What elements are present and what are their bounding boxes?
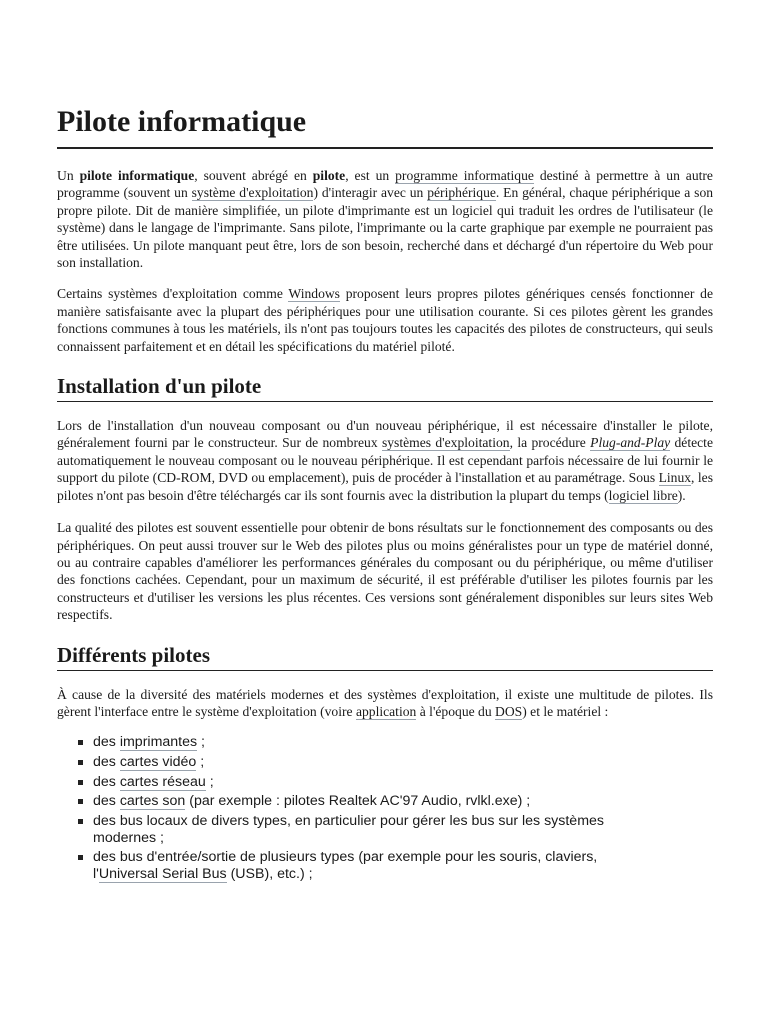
driver-list [57,734,653,883]
bullet-icon [78,819,83,824]
differents-paragraph-1: À cause de la diversité des matériels modernes et des systèmes d'exploitation, il existe une multitude de pilotes. Ils gèrent l'interface entre le système d'exploitation (voire application à l'époque du DOS) et le matériel : [57,686,713,719]
list-item: des cartes son (par exemple : pilotes Realtek AC'97 Audio, rvlkl.exe) ; [93,793,653,810]
link-cartes-son[interactable]: cartes son [119,793,186,810]
bullet-icon [78,780,83,785]
link-imprimantes[interactable]: imprimantes [119,734,198,751]
bold-term: pilote [312,168,346,183]
intro-paragraph-2: Certains systèmes d'exploitation comme Windows proposent leurs propres pilotes génériques censés fonctionner de manière satisfaisante avec la plupart des périphériques pour une utilisation courante. Si ces pilotes gèrent les grandes fonctions communes à tous les matériels, ils n'ont pas toujours toutes les capacités des pilotes de constructeurs, qui seuls connaissent parfaitement et en détail les spécifications du matériel piloté. [57,286,713,354]
installation-paragraph-1: Lors de l'installation d'un nouveau composant ou d'un nouveau périphérique, il est nécessaire d'installer le pilote, généralement fourni par le constructeur. Sur de nombreux systèmes d'exploitation, la procédure Plug-and-Play détecte automatiquement le nouveau composant ou le nouveau périphérique. Il est cependant parfois nécessaire de lui fournir le support du pilote (CD-ROM, DVD ou emplacement), puis de procéder à l'installation et au paramétrage. Sous Linux, les pilotes n'ont pas besoin d'être téléchargés car ils sont fournis avec la distribution la plupart du temps (logiciel libre). [57,418,713,503]
list-item: des cartes vidéo ; [93,754,653,771]
link-universal-serial-bus[interactable]: Universal Serial Bus [98,866,227,883]
link-dos[interactable]: DOS [495,703,523,719]
link-programme-informatique[interactable]: programme informatique [395,168,534,183]
list-item: des imprimantes ; [93,734,653,751]
link-linux[interactable]: Linux [658,470,692,486]
installation-paragraph-2: La qualité des pilotes est souvent essentielle pour obtenir de bons résultats sur le fonctionnement des composants ou des périphériques. On peut aussi trouver sur le Web des pilotes plus ou moins généralistes pour un type de matériel donné, ou au contraire capables d'améliorer les performances générales du composant ou du périphérique, ou même d'utiliser des fonctions cachées. Cependant, pour un maximum de sécurité, il est préférable d'utiliser les pilotes fournis par les constructeurs et d'utiliser les versions les plus récentes. Ces versions sont généralement disponibles sur leurs sites Web respectifs. [57,520,713,623]
link-systeme-exploitation[interactable]: système d'exploitation [191,185,314,201]
list-item: des cartes réseau ; [93,774,653,791]
link-plug-and-play[interactable]: Plug-and-Play [590,435,671,451]
link-peripherique[interactable]: périphérique [427,185,496,201]
section-heading-differents-pilotes: Différents pilotes [57,642,713,671]
list-item: des bus locaux de divers types, en particulier pour gérer les bus sur les systèmes modernes ; [93,813,653,847]
link-cartes-reseau[interactable]: cartes réseau [119,773,206,790]
link-systemes-exploitation[interactable]: systèmes d'exploitation [381,435,510,451]
bullet-icon [78,740,83,745]
bold-term: pilote informatique [79,168,195,183]
intro-paragraph-1: Un pilote informatique, souvent abrégé en pilote, est un programme informatique destiné à permettre à un autre programme (souvent un système d'exploitation) d'interagir avec un périphérique. En général, chaque périphérique a son propre pilote. Dit de manière simplifiée, un pilote d'imprimante est un logiciel qui traduit les ordres de l'utilisateur (le système) dans le langage de l'imprimante. Sans pilote, l'imprimante ou la carte graphique par exemple ne pourraient pas être utilisées. Un pilote manquant peut être, lors de son besoin, recherché dans et déchargé d'un répertoire du Web pour son installation. [57,168,714,271]
link-cartes-video[interactable]: cartes vidéo [119,753,197,770]
page-title: Pilote informatique [57,103,713,149]
article [57,0,713,883]
bullet-icon [78,760,83,765]
link-application[interactable]: application [355,703,417,719]
bullet-icon [78,855,83,860]
list-item: des bus d'entrée/sortie de plusieurs types (par exemple pour les souris, claviers, l'Universal Serial Bus (USB), etc.) ; [93,849,653,883]
section-heading-installation: Installation d'un pilote [57,373,713,402]
bullet-icon [78,799,83,804]
link-logiciel-libre[interactable]: logiciel libre [608,487,678,503]
link-windows[interactable]: Windows [288,286,340,302]
